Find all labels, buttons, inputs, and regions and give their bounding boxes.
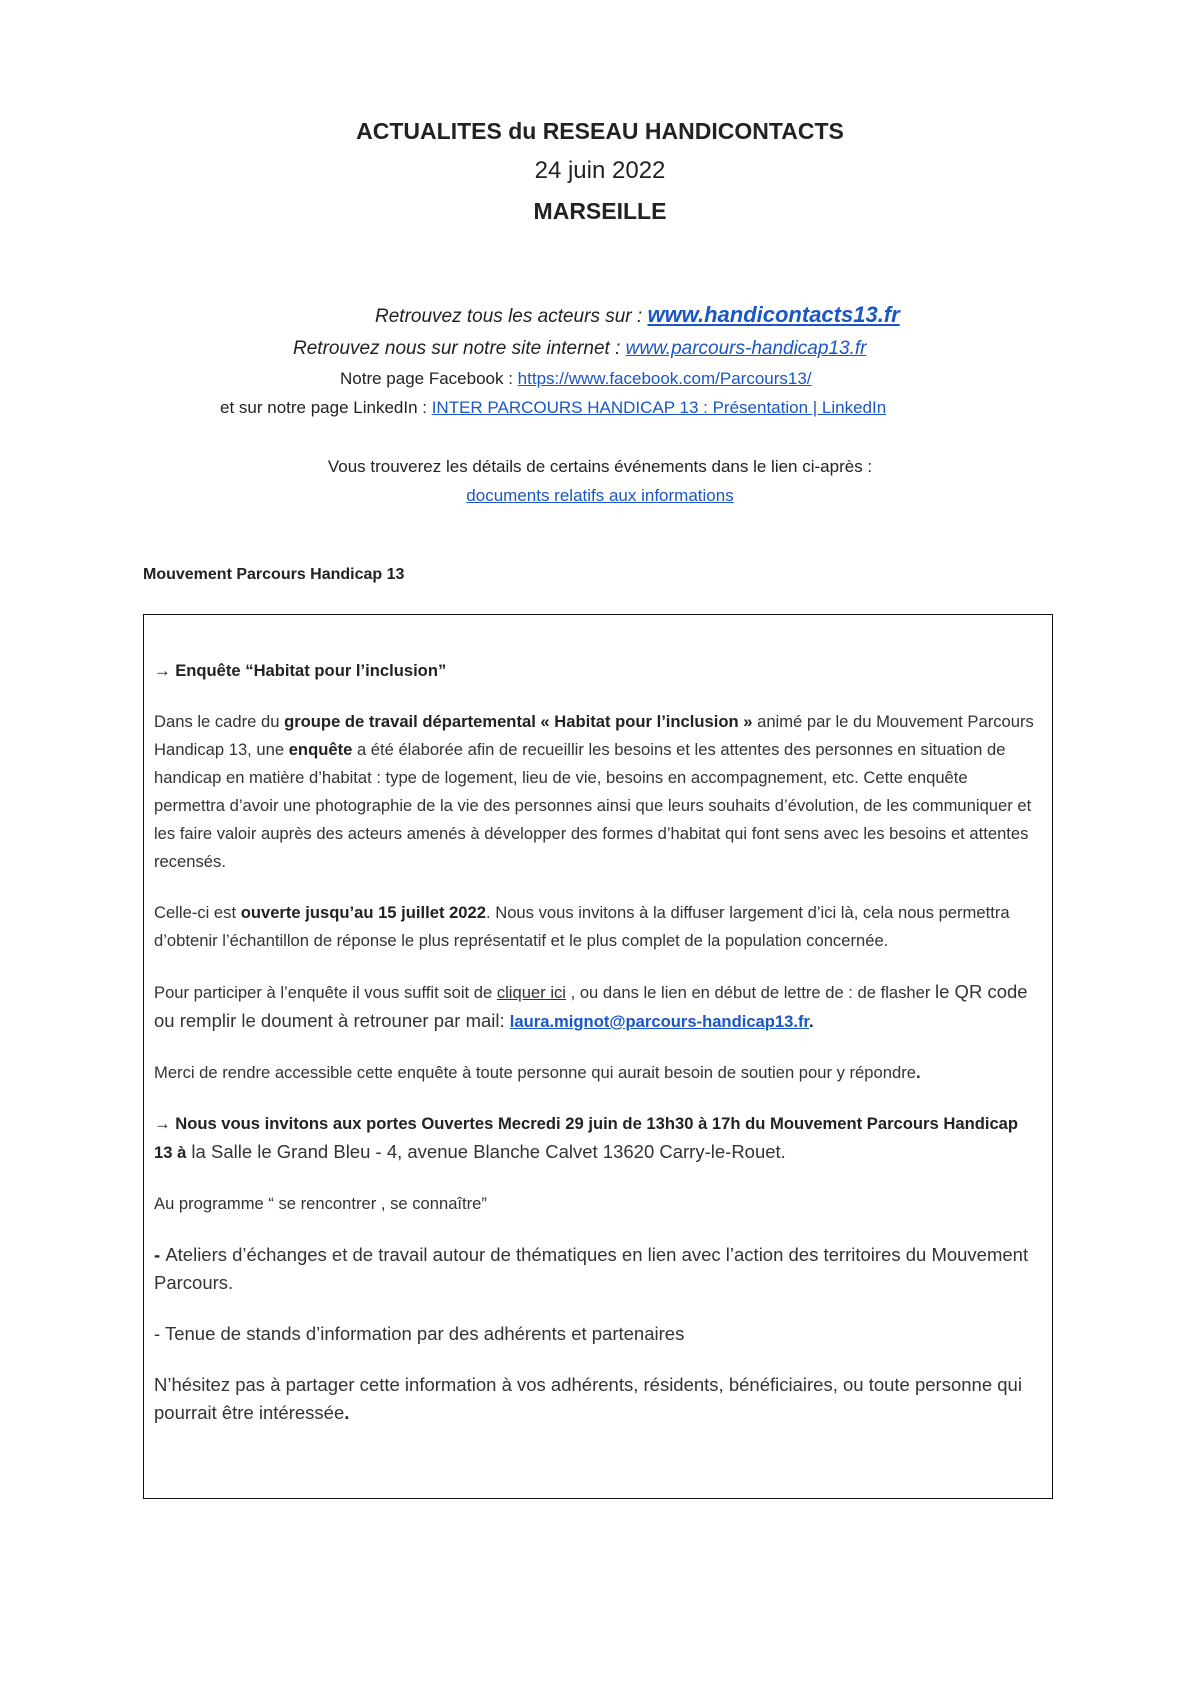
site-line bbox=[293, 338, 866, 360]
text-span: Pour participer à l’enquête il vous suffit soit de bbox=[154, 983, 497, 1002]
text-span: . bbox=[809, 1012, 814, 1031]
open-doors-paragraph bbox=[154, 1110, 1040, 1167]
linkedin-line bbox=[220, 398, 886, 418]
actors-link[interactable]: www.handicontacts13.fr bbox=[647, 302, 900, 327]
deadline-text: ouverte jusqu’au 15 juillet 2022 bbox=[240, 903, 486, 922]
details-block bbox=[0, 452, 1200, 510]
email-link[interactable]: laura.mignot@parcours-handicap13.fr bbox=[509, 1012, 810, 1031]
working-group-name: groupe de travail départemental « Habitat pour l’inclusion » bbox=[284, 712, 753, 731]
details-intro: Vous trouverez les détails de certains événements dans le lien ci-après : bbox=[327, 457, 873, 476]
linkedin-link[interactable]: INTER PARCOURS HANDICAP 13 : Présentation | LinkedIn bbox=[431, 398, 887, 417]
program-item-workshops bbox=[154, 1241, 1040, 1297]
actors-prefix: Retrouvez tous les acteurs sur : bbox=[375, 306, 648, 327]
text-span: Merci de rendre accessible cette enquête à toute personne qui aurait besoin de soutien pour y répondre bbox=[154, 1063, 916, 1082]
deadline-paragraph bbox=[154, 899, 1040, 955]
survey-keyword: enquête bbox=[288, 740, 353, 759]
text-span: . bbox=[915, 1063, 921, 1082]
site-link[interactable]: www.parcours-handicap13.fr bbox=[625, 338, 867, 359]
section-title: Mouvement Parcours Handicap 13 bbox=[143, 566, 405, 583]
venue-text: la Salle le Grand Bleu - 4, avenue Blanche Calvet 13620 Carry-le-Rouet. bbox=[186, 1141, 786, 1162]
participate-paragraph bbox=[154, 978, 1040, 1036]
text-span: Celle-ci est bbox=[154, 903, 241, 922]
text-span: Dans le cadre du bbox=[154, 712, 285, 731]
accessibility-paragraph bbox=[154, 1059, 1040, 1087]
text-span: - bbox=[154, 1244, 166, 1265]
share-paragraph bbox=[154, 1371, 1040, 1427]
newsletter-title: ACTUALITES du RESEAU HANDICONTACTS bbox=[356, 118, 844, 144]
site-prefix: Retrouvez nous sur notre site internet : bbox=[293, 338, 626, 359]
facebook-prefix: Notre page Facebook : bbox=[340, 369, 518, 388]
text-span: animé par le du Mouvement Parcours Handicap 13, une bbox=[154, 712, 1034, 759]
documents-link[interactable]: documents relatifs aux informations bbox=[466, 486, 734, 505]
text-span: le QR code ou remplir le doument à retrouner par mail: bbox=[154, 981, 1028, 1031]
text-span: N’hésitez pas à partager cette information à vos adhérents, résidents, bénéficiaires, ou toute personne qui pourrait être intéressée bbox=[154, 1374, 1022, 1423]
actors-line bbox=[375, 302, 900, 328]
program-intro: Au programme “ se rencontrer , se connaître” bbox=[154, 1194, 487, 1213]
newsletter-date: 24 juin 2022 bbox=[534, 157, 666, 184]
program-item-stands: - Tenue de stands d’information par des adhérents et partenaires bbox=[154, 1323, 685, 1344]
text-span: Ateliers d’échanges et de travail autour de thématiques en lien avec l’action des territoires du Mouvement Parcours. bbox=[154, 1244, 1029, 1293]
facebook-line bbox=[340, 369, 812, 389]
open-doors-heading: → Nous vous invitons aux portes Ouvertes Mecredi 29 juin de 13h30 à 17h du Mouvement Parcours Handicap 13 à bbox=[154, 1114, 1019, 1162]
text-span: , ou dans le lien en début de lettre de : de flasher bbox=[566, 983, 936, 1002]
linkedin-prefix: et sur notre page LinkedIn : bbox=[220, 398, 432, 417]
text-span: . bbox=[344, 1402, 350, 1423]
newsletter-city: MARSEILLE bbox=[533, 198, 667, 224]
facebook-link[interactable]: https://www.facebook.com/Parcours13/ bbox=[517, 369, 812, 388]
text-span: . Nous vous invitons à la diffuser largement d’ici là, cela nous permettra d’obtenir l’échantillon de réponse le plus représentatif et le plus complet de la population concernée. bbox=[154, 903, 1010, 950]
news-box bbox=[143, 614, 1053, 1499]
survey-heading: → Enquête “Habitat pour l’inclusion” bbox=[154, 661, 447, 680]
click-here-link[interactable]: cliquer ici bbox=[496, 983, 566, 1002]
survey-paragraph bbox=[154, 708, 1040, 876]
text-span: a été élaborée afin de recueillir les besoins et les attentes des personnes en situation de handicap en matière d’habitat : type de logement, lieu de vie, besoins en accompagnement, etc. Cette enquête permettra d’avoir une photographie de la vie des personnes ainsi que leurs souhaits d’évolution, de les communiquer et les faire valoir auprès des acteurs amenés à développer des formes d’habitat qui font sens avec les besoins et attentes recensés. bbox=[154, 740, 1032, 871]
